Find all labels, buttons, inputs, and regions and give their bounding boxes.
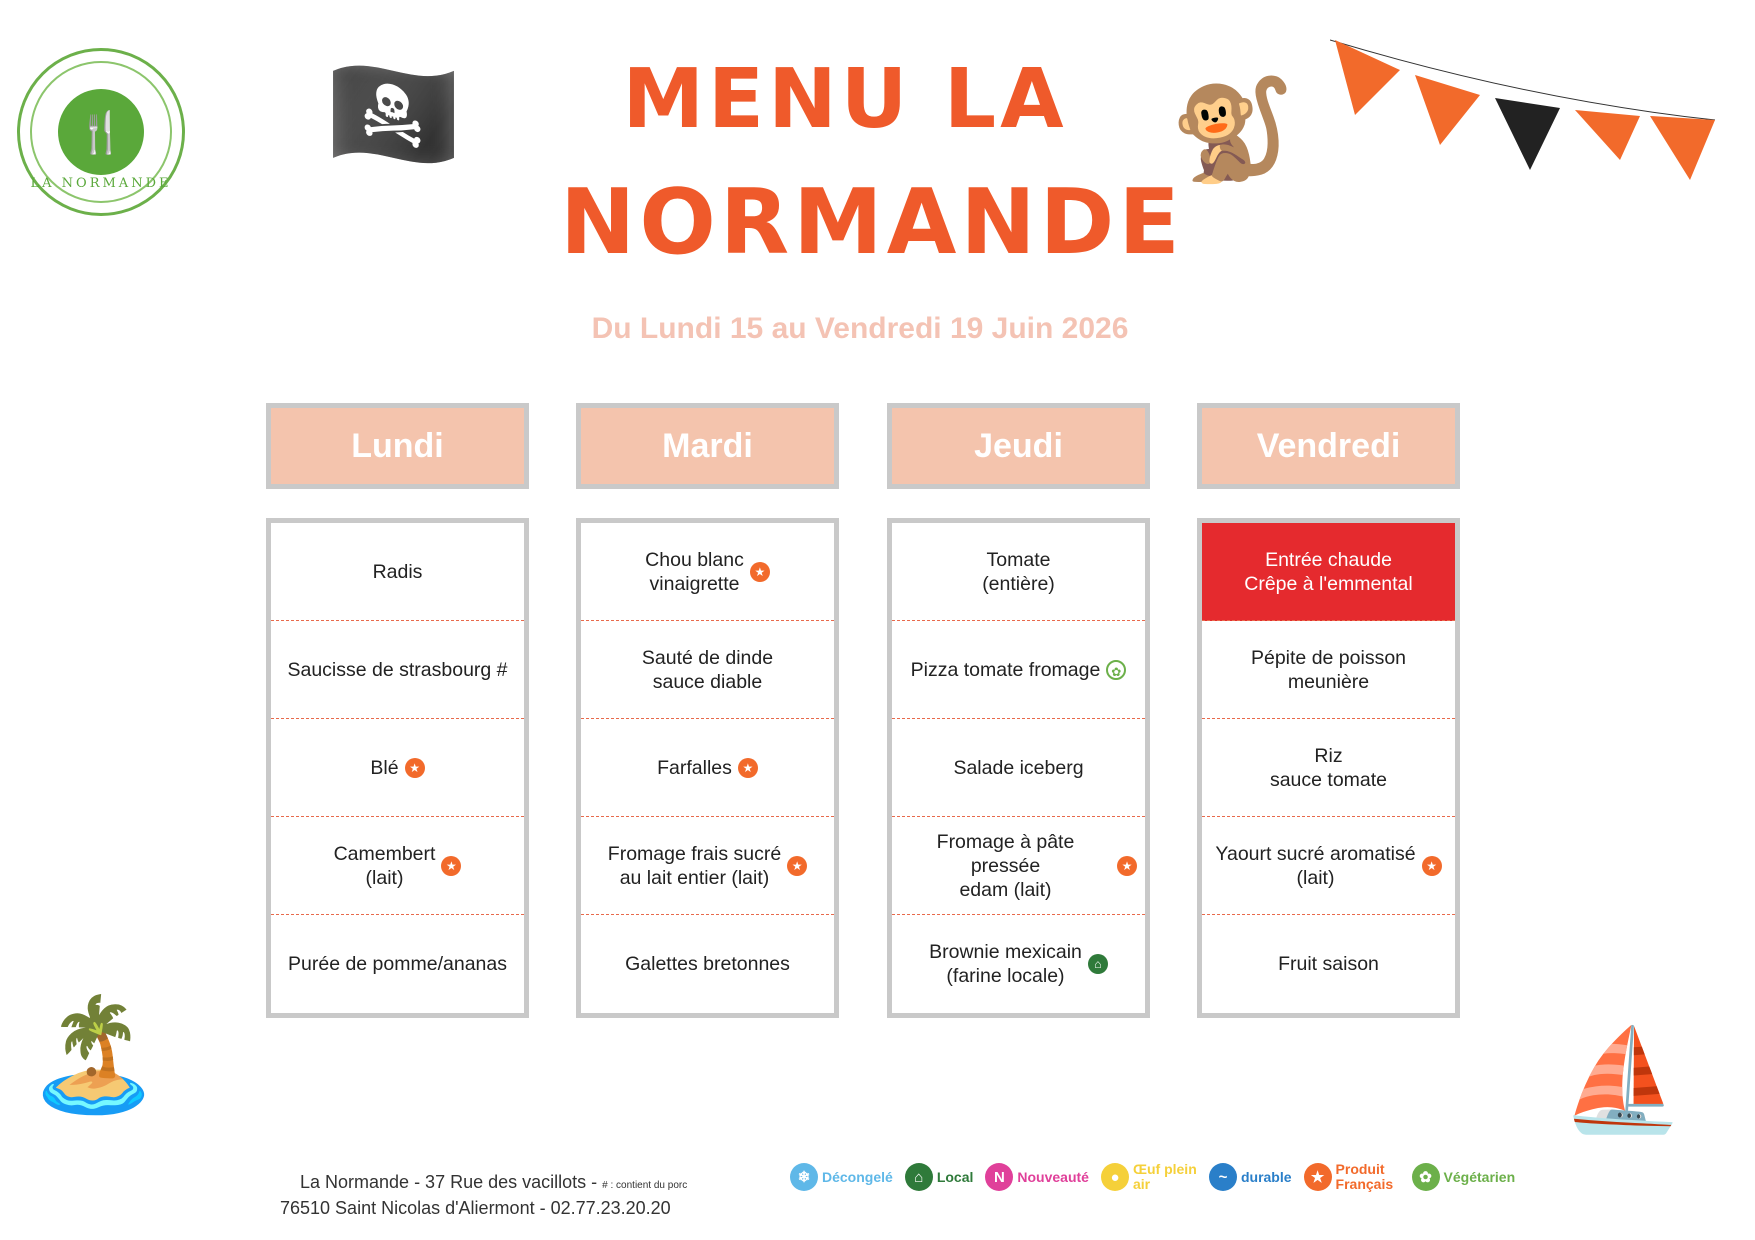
- pirate-boy-illustration: 🏴‍☠️: [325, 53, 462, 176]
- menu-item-text: Blé: [370, 756, 399, 779]
- produit-francais-icon: ★: [405, 758, 425, 778]
- fork-knife-icon: 🍴: [58, 89, 144, 175]
- day-name: Vendredi: [1256, 426, 1401, 465]
- legend: [790, 1162, 1515, 1192]
- menu-item-text: Riz sauce tomate: [1269, 744, 1388, 791]
- legend-vegetarien-icon: ✿: [1412, 1163, 1440, 1191]
- menu-item-text: Fromage frais sucré au lait entier (lait): [607, 842, 782, 889]
- menu-item-text: Camembert (lait): [333, 842, 436, 889]
- day-header-jeudi: [887, 403, 1150, 489]
- produit-francais-icon: ★: [1117, 856, 1137, 876]
- menu-item-text: Brownie mexicain (farine locale): [929, 941, 1082, 987]
- legend-label: Décongelé: [822, 1168, 893, 1185]
- legend-label: durable: [1240, 1168, 1292, 1185]
- menu-item-text: Pizza tomate fromage: [910, 658, 1101, 681]
- menu-item-text: Fruit saison: [1278, 953, 1379, 975]
- menu-item-text: Pépite de poisson meunière: [1250, 646, 1407, 693]
- menu-item: [271, 915, 524, 1013]
- footer-address-line-1: [300, 1172, 687, 1193]
- week-date: Du Lundi 15 au Vendredi 19 Juin 2026: [591, 312, 1129, 345]
- menu-item: [271, 621, 524, 719]
- day-header-lundi: [266, 403, 529, 489]
- local-icon: ⌂: [1088, 954, 1108, 974]
- menu-item: [1202, 719, 1455, 817]
- produit-francais-icon: ★: [738, 758, 758, 778]
- menu-item-text: Radis: [372, 560, 423, 583]
- legend-item: [905, 1163, 974, 1191]
- title-line-2: NORMANDE: [560, 170, 1184, 275]
- menu-item-text: Sauté de dinde sauce diable: [641, 646, 774, 693]
- menu-item: [271, 719, 524, 817]
- menu-item: [1202, 523, 1455, 621]
- menu-item: [581, 915, 834, 1013]
- pirate-monkey-illustration: 🐒: [1170, 74, 1295, 186]
- title-line-1: MENU LA: [622, 52, 1068, 147]
- legend-item: [1101, 1162, 1197, 1192]
- produit-francais-icon: ★: [1422, 856, 1442, 876]
- menu-item: [581, 523, 834, 621]
- footer-address-line-2: 76510 Saint Nicolas d'Aliermont - 02.77.23.20.20: [280, 1198, 671, 1218]
- legend-nouveaute-icon: N: [985, 1163, 1013, 1191]
- menu-item-text: Tomate (entière): [982, 548, 1055, 595]
- la-normande-logo: [17, 48, 185, 216]
- menu-item: [271, 523, 524, 621]
- menu-item-text: Salade iceberg: [953, 756, 1084, 779]
- menu-item: [892, 817, 1145, 915]
- menu-item-text: Purée de pomme/ananas: [288, 953, 507, 975]
- legend-item: [1209, 1163, 1292, 1191]
- day-name: Mardi: [662, 426, 753, 465]
- menu-item-text: Yaourt sucré aromatisé (lait): [1215, 842, 1416, 889]
- legend-local-icon: ⌂: [905, 1163, 933, 1191]
- menu-item: [892, 523, 1145, 621]
- legend-produit-francais-icon: ★: [1304, 1163, 1332, 1191]
- legend-label: Produit Français: [1335, 1161, 1394, 1192]
- menu-item-text: Galettes bretonnes: [625, 953, 790, 975]
- menu-item: [581, 817, 834, 915]
- day-header-vendredi: [1197, 403, 1460, 489]
- legend-label: Œuf plein air: [1132, 1161, 1197, 1192]
- legend-decongele-icon: ❄: [790, 1163, 818, 1191]
- day-name: Lundi: [351, 426, 444, 465]
- treasure-island-illustration: 🏝️: [25, 993, 162, 1116]
- menu-item: [892, 621, 1145, 719]
- pirate-ship-illustration: ⛵: [1560, 1024, 1685, 1136]
- menu-item-text: Saucisse de strasbourg #: [287, 658, 508, 681]
- menu-item: [1202, 817, 1455, 915]
- pork-note: # : contient du porc: [602, 1180, 688, 1191]
- legend-item: [1412, 1163, 1516, 1191]
- legend-durable-icon: ~: [1209, 1163, 1237, 1191]
- menu-item: [1202, 915, 1455, 1013]
- menu-item: [581, 621, 834, 719]
- legend-item: [790, 1163, 893, 1191]
- menu-item-text: Fromage à pâte pressée edam (lait): [936, 830, 1075, 901]
- menu-item: [892, 915, 1145, 1013]
- day-name: Jeudi: [974, 426, 1063, 465]
- day-menu-lundi: [266, 518, 529, 1018]
- produit-francais-icon: ★: [787, 856, 807, 876]
- produit-francais-icon: ★: [441, 856, 461, 876]
- menu-item-text: Entrée chaude Crêpe à l'emmental: [1244, 548, 1413, 595]
- menu-item-text: Farfalles: [657, 756, 732, 779]
- day-menu-vendredi: [1197, 518, 1460, 1018]
- menu-item: [581, 719, 834, 817]
- menu-item: [892, 719, 1145, 817]
- menu-item: [271, 817, 524, 915]
- vegetarien-icon: ✿: [1106, 660, 1126, 680]
- bunting-decoration: [1330, 30, 1720, 180]
- day-menu-jeudi: [887, 518, 1150, 1018]
- legend-label: Nouveauté: [1017, 1168, 1089, 1185]
- legend-label: Local: [936, 1168, 974, 1185]
- day-menu-mardi: [576, 518, 839, 1018]
- legend-label: Végétarien: [1443, 1168, 1516, 1185]
- day-header-mardi: [576, 403, 839, 489]
- legend-item: [985, 1163, 1089, 1191]
- legend--uf-plein-air-icon: ●: [1101, 1163, 1129, 1191]
- produit-francais-icon: ★: [750, 562, 770, 582]
- address-street: La Normande - 37 Rue des vacillots -: [300, 1172, 603, 1192]
- logo-text: LA NORMANDE: [30, 176, 172, 191]
- menu-item-text: Chou blanc vinaigrette: [645, 548, 744, 595]
- legend-item: [1304, 1162, 1400, 1192]
- menu-item: [1202, 621, 1455, 719]
